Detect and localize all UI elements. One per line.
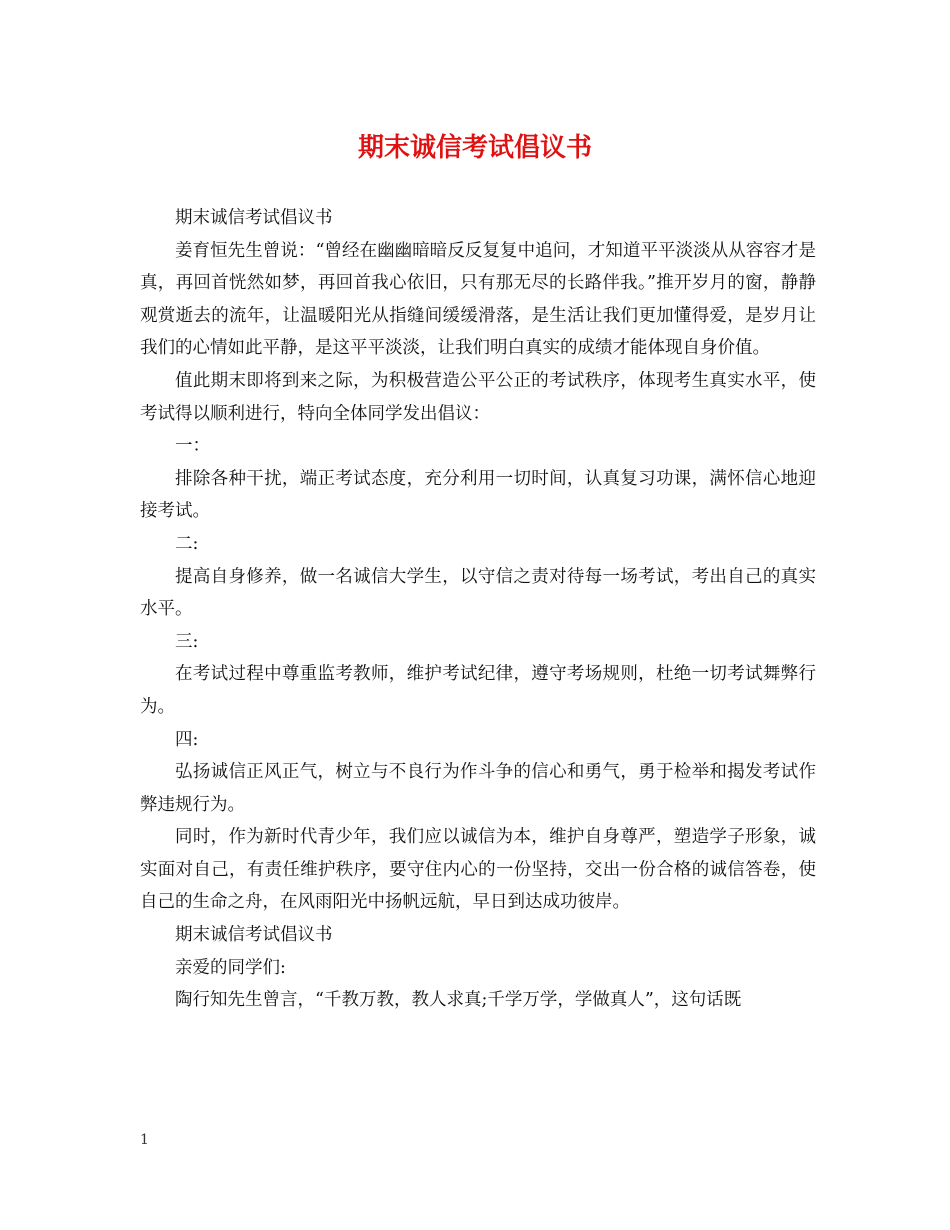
paragraph: 亲爱的同学们: (175, 957, 286, 978)
paragraph: 提高自身修养，做一名诚信大学生，以守信之责对待每一场考试，考出自己的真实水平。 (140, 566, 816, 620)
paragraph: 值此期末即将到来之际，为积极营造公平公正的考试秩序，体现考生真实水平，使考试得以顺利进行，特向全体同学发出倡议： (140, 370, 816, 424)
page-number: 1 (140, 1132, 149, 1148)
paragraph: 姜育恒先生曾说：“曾经在幽幽暗暗反反复复中追问，才知道平平淡淡从从容容才是真，再回首恍然如梦，再回首我心依旧，只有那无尽的长路伴我。”推开岁月的窗，静静观赏逝去的流年，让温暖阳光从指缝间缓缓滑落，是生活让我们更加懂得爱，是岁月让我们的心情如此平静，是这平平淡淡，让我们明白真实的成绩才能体现自身价值。 (140, 240, 816, 359)
paragraph: 同时，作为新时代青少年，我们应以诚信为本，维护自身尊严，塑造学子形象，诚实面对自己，有责任维护秩序，要守住内心的一份坚持，交出一份合格的诚信答卷，使自己的生命之舟，在风雨阳光中扬帆远航，早日到达成功彼岸。 (140, 827, 816, 913)
document-body (140, 202, 816, 1017)
paragraph: 期末诚信考试倡议书 (175, 925, 333, 946)
paragraph: 在考试过程中尊重监考教师，维护考试纪律，遵守考场规则，杜绝一切考试舞弊行为。 (140, 664, 816, 717)
paragraph: 四: (175, 729, 199, 750)
paragraph: 二: (175, 533, 199, 554)
paragraph: 排除各种干扰，端正考试态度，充分利用一切时间，认真复习功课，满怀信心地迎接考试。 (140, 468, 816, 522)
document-title: 期末诚信考试倡议书 (357, 133, 592, 163)
paragraph: 三: (175, 631, 199, 652)
paragraph: 陶行知先生曾言，“千教万教，教人求真;千学万学，学做真人”，这句话既 (175, 990, 742, 1011)
paragraph: 期末诚信考试倡议书 (175, 208, 333, 228)
paragraph: 弘扬诚信正风正气，树立与不良行为作斗争的信心和勇气，勇于检举和揭发考试作弊违规行为。 (140, 762, 816, 815)
paragraph: 一： (175, 436, 210, 457)
